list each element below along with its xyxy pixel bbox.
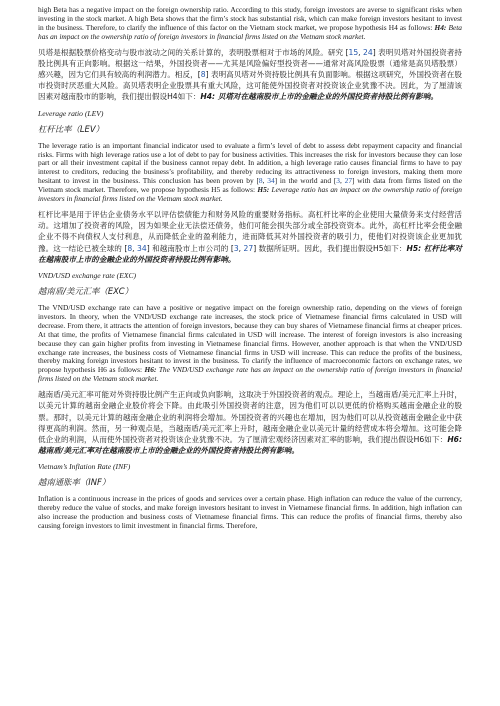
citation-link[interactable]: 3 (336, 176, 340, 186)
paragraph-inf-en (38, 495, 462, 531)
section-heading-inf-zh: 越南通胀率（INF） (38, 477, 111, 488)
citation-link[interactable]: 34 (267, 176, 275, 186)
hypothesis-text: Leverage ratio has an impact on the ownership ratio of foreign investors in financial firms listed on the Vietnam stock market. (38, 185, 462, 204)
body-text: The leverage ratio is an important financial indicator used to evaluate a firm’s level of debt to assess debt repayment capacity and financial risks. Firms with high leverage ratios use a lot of debt to pay for business activities. This increases the risk for investors because they can lose part or all their investment capital if the business cannot repay debt. In addition, a high leverage ratio causes financial firms to have to pay interest to creditors, reducing the business’s profitability, and thereby reducing its attractiveness to foreign investors, making them more hesitant to invest in the business. This conclusion has been proven by [ (38, 140, 462, 186)
paragraph-lev-zh (38, 209, 462, 265)
paragraph-lev-en (38, 142, 462, 204)
section-heading-lev-zh: 杠杆比率（LEV） (38, 123, 104, 134)
citation-separator: , (262, 176, 268, 186)
body-text: 贝塔是根据股票价格变动与股市波动之间的关系计算的，表明股票相对于市场的风险。研究 [ (38, 47, 349, 57)
citation-separator: , (358, 47, 364, 57)
hypothesis-label: H4: (434, 22, 447, 32)
citation-link[interactable]: 34 (137, 243, 147, 253)
body-text: Inflation is a continuous increase in the prices of goods and services over a certain phase. High inflation can reduce the value of the currency, thereby reduce the value of stocks, and make foreign investors hesitant to invest in Vietnamese financial firms. In addition, high inflation can also increase the production and business costs of Vietnamese financial firms. This can reduce the profits of financial firms, thereby also causing foreign investors to limit investment in financial firms. Therefore, (38, 494, 462, 531)
body-text: 越南盾/美元汇率可能对外资持股比例产生正向或负向影响，这取决于外国投资者的观点。理论上，当越南盾/美元汇率上升时，以美元计算的越南金融企业股价将会下降。由此吸引外国投资者的注意，因为他们可以以更低的价格购买越南金融企业的股票。那时，以美元计算的越南金融企业的利润将会增加。外国投资者的兴趣也在增加，因为他们可以从投资越南金融企业中获得更高的利润。然而，另一种观点是，当越南盾/美元汇率上升时，越南金融企业以美元计量的经营成本将会增加。这可能会降低企业的利润，从而使外国投资者对投资该企业犹豫不决。为了厘清宏观经济因素对汇率的影响，我们提出假设H6如下： (38, 390, 462, 444)
body-text: ] 和越南股市上市公司的 [ (146, 243, 234, 253)
citation-link[interactable]: 24 (363, 47, 373, 57)
citation-separator: , (238, 243, 244, 253)
section-heading-exc-en: VND/USD exchange rate (EXC) (38, 271, 137, 280)
paragraph-exc-en (38, 304, 462, 384)
citation-link[interactable]: 15 (348, 47, 359, 57)
hypothesis-text: H4: 贝塔对在越南股市上市的金融企业的外国投资者持股比例有影响。 (200, 92, 438, 102)
body-text: ] 表明高贝塔对外资持股比例具有负面影响。根据这项研究，外国投资者在股市投资时厌恶重大风险。高贝塔表明企业股票具有重大风险，这可能使外国投资者对投资该企业犹豫不决。因此，为了厘清该因素对越南股市的影响，我们提出假设H4如下： (38, 70, 463, 102)
body-text: ] with data from firms listed on the Vietnam stock market. Therefore, we propose hypothesis H5 as follows: (38, 176, 462, 195)
hypothesis-text: H6: 越南盾/美元汇率对在越南股市上市的金融企业的外国投资者持股比例有影响。 (38, 434, 462, 456)
hypothesis-label: H6: (144, 365, 157, 375)
paragraph-beta-en (38, 6, 462, 42)
body-text: 杠杆比率是用于评估企业债务水平以评估偿债能力和财务风险的重要财务指标。高杠杆比率的企业使用大量债务来支付经营活动。这增加了投资者的风险，因为如果企业无法偿还债务，他们可能会损失部分或全部投资资本。此外，高杠杆比率会使金融企业不得不向债权人支付利息，从而降低企业的盈利能力，进而降低其对外国投资者的吸引力，使他们对投资该企业更加犹豫。这一结论已被全球的 [ (38, 209, 462, 253)
body-text: ] 数据所证明。因此，我们提出假设H5如下： (253, 243, 407, 253)
citation-link[interactable]: 8 (127, 243, 133, 253)
hypothesis-text: Beta has an impact on the ownership ratio of foreign investors in financial firms listed on the Vietnam stock market. (38, 22, 462, 41)
citation-separator: , (340, 176, 345, 186)
body-text: high Beta has a negative impact on the foreign ownership ratio. According to this study, foreign investors are averse to significant risks when investing in the stock market. A high Beta shows that the firm’s stock has substantial risk, which can make foreign investors hesitant to invest in the business. Therefore, to clarify the influence of this factor on the Vietnam stock market, we propose hypothesis H4 as follows: (38, 5, 462, 32)
hypothesis-text: The VND/USD exchange rate has an impact on the ownership ratio of foreign investors in financial firms listed on the Vietnam stock market. (38, 365, 462, 384)
citation-link[interactable]: 3 (233, 243, 239, 253)
paper-page (38, 6, 462, 536)
body-text: ] 表明贝塔对外国投资者持股比例具有正向影响。根据这一结果，外国投资者——尤其是风险偏好型投资者——通常对高风险股票（通常是高贝塔股票）感兴趣，因为它们具有较高的利润潜力。相反，[ (38, 47, 462, 80)
section-heading-lev-en: Leverage ratio (LEV) (38, 108, 104, 118)
section-heading-exc-zh: 越南盾/美元汇率（EXC） (38, 286, 133, 296)
section-heading-inf-en: Vietnam’s Inflation Rate (INF) (38, 462, 131, 472)
body-text: ] in the world and [ (274, 176, 337, 186)
hypothesis-label: H5: (257, 185, 270, 195)
paragraph-exc-zh (38, 389, 462, 456)
paragraph-beta-zh (38, 47, 462, 103)
citation-link[interactable]: 27 (344, 176, 353, 186)
citation-link[interactable]: 27 (243, 243, 254, 253)
body-text: The VND/USD exchange rate can have a positive or negative impact on the foreign ownership ratio, depending on the views of foreign investors. In theory, when the VND/USD exchange rate increases, the stock price of Vietnamese financial firms calculated in USD will decrease. From there, it attracts the attention of foreign investors, because they can buy shares of Vietnamese financial firms at cheaper prices. At that time, the profits of Vietnamese financial firms calculated in USD will increase. The interest of foreign investors is also increasing because they can gain higher profits from investing in Vietnamese financial firms. However, another approach is that when the VND/USD exchange rate increases, the business costs of Vietnamese financial firms in USD will increase. This can reduce the profits of the business, thereby making foreign investors hesitant to invest in the business. To clarify the influence of macroeconomic factors on exchange rates, we propose hypothesis H6 as follows: (38, 303, 462, 375)
hypothesis-text: H5: 杠杆比率对在越南股市上市的金融企业的外国投资者持股比例有影响。 (38, 243, 462, 264)
citation-link[interactable]: 8 (200, 70, 206, 80)
citation-link[interactable]: 8 (258, 176, 263, 186)
citation-separator: , (132, 243, 138, 253)
